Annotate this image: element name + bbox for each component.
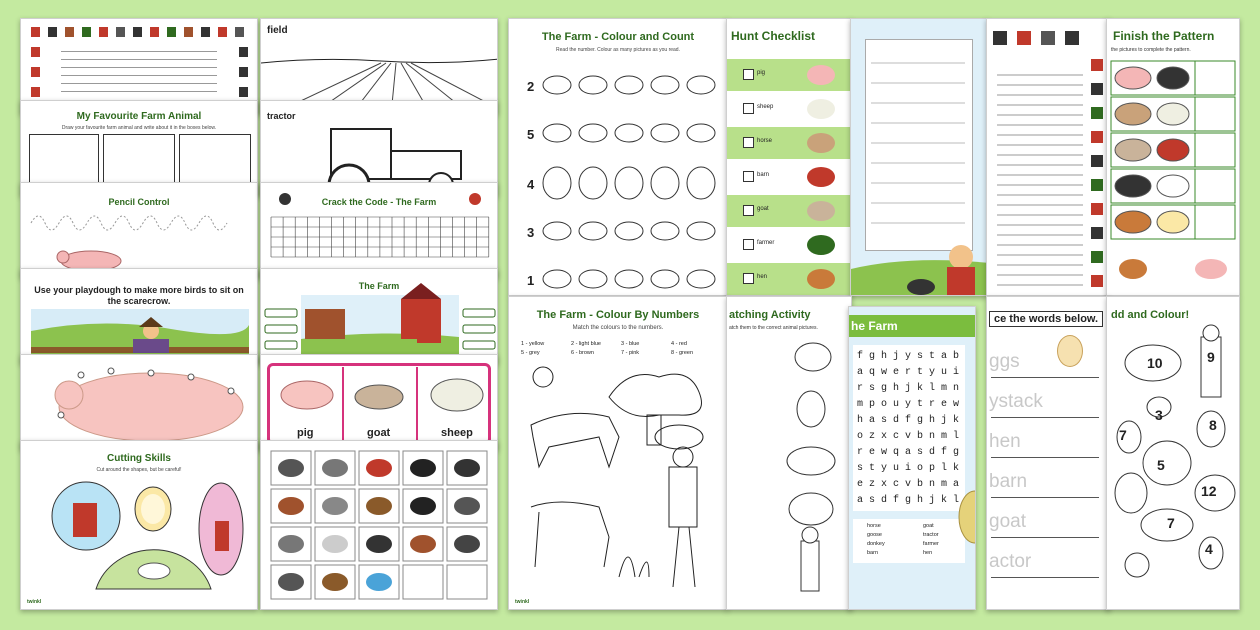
animal-picture	[807, 99, 835, 119]
pencil-control-sheet[interactable]	[20, 182, 258, 278]
checklist-label: farmer	[757, 240, 775, 246]
farm-icon	[1091, 131, 1103, 143]
animal-picture	[807, 65, 835, 85]
grid-row: f g h j y s t a b	[857, 351, 960, 362]
farm-icon	[31, 47, 40, 57]
farm-scene	[261, 269, 498, 364]
card-picture	[366, 535, 392, 553]
pattern-picture	[1157, 211, 1189, 233]
farm-icon	[239, 67, 248, 77]
animal-outline	[651, 270, 679, 288]
vertical-writing-sheet[interactable]	[986, 18, 1110, 296]
farmer-scene	[851, 19, 988, 296]
pencil-title: Pencil Control	[108, 197, 170, 207]
cutting-skills-sheet[interactable]	[20, 440, 258, 610]
trace-line	[991, 417, 1099, 418]
card-picture	[366, 459, 392, 477]
trace-word: actor	[989, 551, 1032, 572]
pattern-picture	[1115, 103, 1151, 125]
checklist-label: horse	[757, 138, 773, 144]
matching-activity-sheet[interactable]	[726, 296, 852, 610]
farm-colouring-drawing	[509, 297, 728, 610]
animal-outline	[651, 124, 679, 142]
cutting-title: Cutting Skills	[107, 453, 171, 464]
twinkl-logo: twinkl	[515, 599, 530, 605]
pattern-picture	[1157, 67, 1189, 89]
farm-icon	[1091, 59, 1103, 71]
animal-outline	[615, 222, 643, 240]
colour-count-sub: Read the number. Colour as many pictures as you read.	[556, 47, 680, 53]
sum-number: 10	[1147, 355, 1163, 371]
colour-key-item: 3 - blue	[621, 341, 640, 347]
animal-outline	[687, 270, 715, 288]
field-label: field	[267, 25, 288, 36]
trace-word: ystack	[989, 391, 1043, 412]
checklist-row[interactable]	[727, 127, 852, 159]
grid-row: o z x c v b n m l	[857, 431, 960, 442]
card-picture	[366, 573, 392, 591]
card-cell	[403, 565, 443, 599]
animal-outline	[543, 222, 571, 240]
word-list-item: goose	[867, 532, 882, 538]
farm-icon	[1091, 107, 1103, 119]
farm-icon	[31, 27, 40, 37]
twinkl-logo: twinkl	[27, 599, 42, 605]
farm-icon	[48, 27, 57, 37]
trace-word: barn	[989, 471, 1028, 492]
sum-number: 3	[1155, 407, 1163, 423]
favourite-sub: Draw your favourite farm animal and write about it in the boxes below.	[61, 125, 217, 131]
checklist-row[interactable]	[727, 263, 852, 295]
pattern-grid	[1107, 19, 1240, 296]
sum-number: 7	[1167, 515, 1175, 531]
pattern-picture	[1157, 175, 1189, 197]
checkbox[interactable]	[743, 205, 754, 216]
trace-line	[991, 537, 1099, 538]
checklist-label: pig	[757, 70, 766, 76]
matching-sub: atch them to the correct animal pictures.	[729, 325, 818, 331]
farm-labels-sheet[interactable]	[260, 268, 498, 364]
farm-icon	[31, 87, 40, 97]
animal-outline	[651, 76, 679, 94]
pattern-picture	[1157, 139, 1189, 161]
colour-key-item: 4 - red	[671, 341, 687, 347]
farm-icon	[218, 27, 227, 37]
farm-icon	[167, 27, 176, 37]
wordsearch-title: he Farm	[851, 319, 898, 333]
checkbox[interactable]	[743, 239, 754, 250]
by-numbers-title: The Farm - Colour By Numbers	[536, 309, 700, 321]
word-list-item: tractor	[923, 532, 939, 538]
sum-number: 4	[1205, 541, 1213, 557]
farm-icon	[1091, 275, 1103, 287]
hunt-checklist-sheet[interactable]	[726, 18, 852, 296]
finish-pattern-sheet[interactable]	[1106, 18, 1240, 296]
animal-outline	[687, 124, 715, 142]
farm-icon	[184, 27, 193, 37]
word-list-item: barn	[867, 550, 879, 556]
farm-icon	[1017, 31, 1031, 45]
animal-outline	[651, 222, 679, 240]
card-picture	[454, 459, 480, 477]
crack-title: Crack the Code - The Farm	[321, 197, 437, 207]
checklist-row[interactable]	[727, 93, 852, 125]
crack-code-sheet[interactable]	[260, 182, 498, 278]
sum-number: 9	[1207, 349, 1215, 365]
farm-icon	[116, 27, 125, 37]
card-picture	[454, 497, 480, 515]
goat-word: goat	[367, 427, 391, 439]
sum-number: 5	[1157, 457, 1165, 473]
grid-row: r e w q a s d f g	[857, 447, 960, 458]
word-list-item: horse	[867, 523, 881, 529]
trace-title: ce the words below.	[989, 311, 1103, 327]
animal-picture	[807, 201, 835, 221]
sheep-word: sheep	[441, 427, 473, 439]
farm-icon	[1091, 179, 1103, 191]
grid-row: r s g h j k l m n	[857, 383, 960, 394]
trace-word: goat	[989, 511, 1026, 532]
colour-by-numbers-sheet[interactable]	[508, 296, 728, 610]
count-number: 2	[527, 79, 535, 94]
farm-icon	[1091, 227, 1103, 239]
checklist-row[interactable]	[727, 229, 852, 261]
animal-outline	[687, 222, 715, 240]
checklist-row[interactable]	[727, 195, 852, 227]
animal-picture	[807, 235, 835, 255]
animal-outline	[651, 167, 679, 199]
pattern-picture	[1195, 259, 1227, 279]
pattern-picture	[1119, 259, 1147, 279]
animal-picture	[807, 133, 835, 153]
grid-row: s t y u i o p l k	[857, 463, 960, 474]
grid-row: a s d f g h j k l	[857, 495, 960, 506]
checklist-label: goat	[757, 206, 769, 212]
animal-outline	[687, 76, 715, 94]
playdough-sheet[interactable]	[20, 268, 258, 364]
animal-labels-sheet[interactable]	[260, 354, 498, 450]
checkbox[interactable]	[743, 171, 754, 182]
trace-line	[991, 497, 1099, 498]
count-number: 1	[527, 273, 535, 288]
card-grid	[261, 441, 498, 610]
pattern-sub: the pictures to complete the pattern.	[1111, 47, 1191, 53]
farm-icon	[65, 27, 74, 37]
scarecrow-scene	[21, 269, 258, 364]
trace-words-sheet[interactable]	[986, 296, 1110, 610]
farmer-lined-sheet[interactable]	[850, 18, 988, 296]
count-number: 4	[527, 177, 535, 192]
pig-word: pig	[297, 427, 314, 439]
checklist-row[interactable]	[727, 161, 852, 193]
animal-outline	[579, 76, 607, 94]
lined-page	[987, 19, 1110, 296]
cutting-sub: Cut around the shapes, but be careful!	[96, 467, 182, 473]
pattern-picture	[1115, 175, 1151, 197]
colour-count-sheet[interactable]	[508, 18, 728, 296]
farm-icon	[150, 27, 159, 37]
checklist-label: sheep	[757, 104, 774, 110]
farm-icon	[239, 47, 248, 57]
add-title: dd and Colour!	[1111, 309, 1190, 321]
checklist-label: hen	[757, 274, 768, 280]
word-search-sheet[interactable]	[848, 306, 976, 610]
farm-icon	[1091, 203, 1103, 215]
farm-icon	[235, 27, 244, 37]
add-colour-sheet[interactable]	[1106, 296, 1240, 610]
farm-icon	[133, 27, 142, 37]
animal-outline	[543, 76, 571, 94]
card-picture	[454, 535, 480, 553]
card-picture	[278, 535, 304, 553]
animal-picture	[807, 167, 835, 187]
card-picture	[278, 573, 304, 591]
colour-key-item: 8 - green	[671, 350, 694, 356]
cutting-shapes	[21, 441, 258, 610]
matching-title: atching Activity	[729, 309, 811, 321]
trace-line	[991, 577, 1099, 578]
pig-dot-sheet[interactable]	[20, 354, 258, 450]
animal-outline	[579, 167, 607, 199]
farm-icon	[31, 67, 40, 77]
tractor-label: tractor	[267, 111, 296, 121]
playdough-title: Use your playdough to make more birds to sit on the scarecrow.	[34, 285, 244, 306]
animal-outline	[687, 167, 715, 199]
sum-number: 8	[1209, 417, 1217, 433]
colour-count-title: The Farm - Colour and Count	[541, 31, 695, 43]
trace-word: ggs	[989, 351, 1020, 372]
card-picture	[410, 459, 436, 477]
farm-icon	[1091, 83, 1103, 95]
card-cell	[447, 565, 487, 599]
count-number: 3	[527, 225, 535, 240]
card-picture	[322, 459, 348, 477]
by-numbers-sub: Match the colours to the numbers.	[572, 325, 664, 331]
colour-key-item: 7 - pink	[621, 350, 640, 356]
word-list-item: goat	[923, 523, 934, 529]
farm-icon	[99, 27, 108, 37]
colour-key-item: 2 - light blue	[571, 341, 601, 347]
pattern-picture	[1115, 211, 1151, 233]
checklist-row[interactable]	[727, 59, 852, 91]
egg-icon	[1057, 335, 1083, 367]
checkbox[interactable]	[743, 103, 754, 114]
animal-outline	[543, 270, 571, 288]
hay-bale-icon	[849, 307, 976, 610]
animal-outlines	[1107, 297, 1240, 610]
card-picture	[410, 497, 436, 515]
farm-icon	[1065, 31, 1079, 45]
sum-number: 7	[1119, 427, 1127, 443]
animal-outline	[543, 167, 571, 199]
sum-number: 12	[1201, 483, 1217, 499]
animal-outlines	[509, 19, 728, 296]
trace-line	[991, 377, 1099, 378]
grid-row: a q w e r t y u i	[857, 367, 960, 378]
animal-outline	[579, 124, 607, 142]
pig-icon	[21, 355, 258, 450]
farm-icon	[1041, 31, 1055, 45]
colour-key-item: 6 - brown	[571, 350, 594, 356]
card-picture	[366, 497, 392, 515]
farm-icon	[201, 27, 210, 37]
card-picture	[278, 497, 304, 515]
animal-outline	[579, 270, 607, 288]
count-number: 5	[527, 127, 535, 142]
word-list-item: farmer	[923, 541, 939, 547]
pattern-picture	[1115, 67, 1151, 89]
loop-trace-lines	[21, 183, 258, 278]
pattern-picture	[1115, 139, 1151, 161]
card-picture	[278, 459, 304, 477]
colour-key-item: 1 - yellow	[521, 341, 545, 347]
grid-row: h a s d f g h j k	[857, 415, 960, 426]
colour-key-item: 5 - grey	[521, 350, 540, 356]
trace-line	[991, 457, 1099, 458]
checkbox[interactable]	[743, 273, 754, 284]
word-list-item: hen	[923, 550, 933, 556]
checklist-label: barn	[757, 172, 770, 178]
animal-outline	[615, 76, 643, 94]
farm-icon	[1091, 155, 1103, 167]
farm-title: The Farm	[358, 281, 400, 291]
farm-icon	[82, 27, 91, 37]
pattern-picture	[1157, 103, 1189, 125]
pattern-title: Finish the Pattern	[1113, 29, 1215, 43]
trace-word: hen	[989, 431, 1021, 452]
checkbox[interactable]	[743, 69, 754, 80]
card-picture	[322, 535, 348, 553]
animal-outline	[615, 167, 643, 199]
hunt-title: Hunt Checklist	[731, 29, 816, 43]
card-picture	[410, 535, 436, 553]
farm-icon	[239, 87, 248, 97]
animal-picture	[807, 269, 835, 289]
card-picture	[322, 497, 348, 515]
animal-outline	[579, 222, 607, 240]
farm-icon	[993, 31, 1007, 45]
favourite-title: My Favourite Farm Animal	[76, 111, 202, 122]
animal-outline	[543, 124, 571, 142]
card-picture	[322, 573, 348, 591]
animal-outline	[615, 124, 643, 142]
farm-icon	[1091, 251, 1103, 263]
code-grid	[261, 183, 498, 278]
checkbox[interactable]	[743, 137, 754, 148]
animal-outline	[615, 270, 643, 288]
grid-row: e z x c v b n m a	[857, 479, 960, 490]
word-list-item: donkey	[867, 541, 885, 547]
grid-row: m p o u y t r e w	[857, 399, 960, 410]
animal-outlines	[727, 297, 852, 610]
picture-cards-sheet[interactable]	[260, 440, 498, 610]
